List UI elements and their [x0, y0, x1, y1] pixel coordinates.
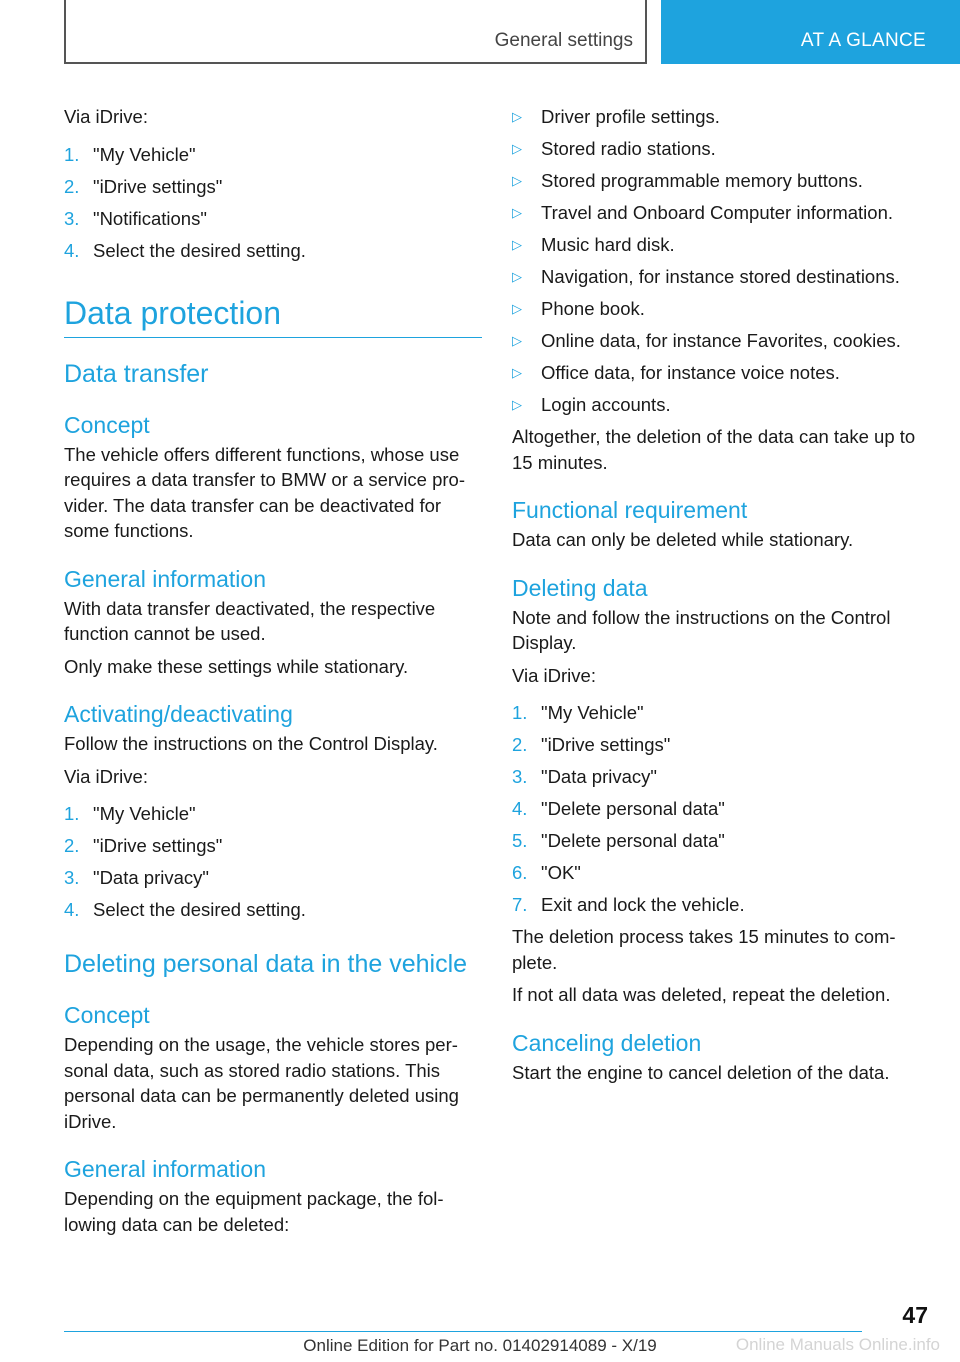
- list-item: ▷ Login accounts.: [512, 394, 671, 415]
- steps-list-notifications: [64, 142, 482, 263]
- left-column: [64, 104, 482, 1237]
- paragraph-deletion-duration: Altogether, the deletion of the data can take up to 15 minutes.: [512, 426, 916, 473]
- list-item: ▷ Navigation, for instance stored destinations.: [512, 266, 900, 287]
- header-section-title: General settings: [494, 30, 633, 51]
- paragraph-activating: Follow the instructions on the Control Display.: [64, 733, 438, 754]
- watermark: Online Manuals Online.info: [735, 1335, 940, 1354]
- paragraph-concept-personal-data: Depending on the usage, the vehicle stores per‐sonal data, such as stored radio stations. This personal data can be permanently deleted using iDrive.: [64, 1034, 459, 1132]
- list-item: 2. "iDrive settings": [512, 734, 671, 755]
- bullet-triangle-icon: ▷: [512, 365, 522, 380]
- steps-list-data-privacy: [64, 801, 482, 922]
- list-item: 6. "OK": [512, 862, 581, 883]
- paragraph-deletable-data: Depending on the equipment package, the fol‐lowing data can be deleted:: [64, 1188, 444, 1235]
- list-item: 2. "iDrive settings": [64, 835, 223, 856]
- list-item: 4. Select the desired setting.: [64, 899, 306, 920]
- bullet-triangle-icon: ▷: [512, 173, 522, 188]
- header-chapter-title: AT A GLANCE: [800, 30, 926, 51]
- heading-data-transfer: Data transfer: [64, 359, 209, 388]
- list-item: 4. "Delete personal data": [512, 798, 725, 819]
- paragraph-functional-requirement: Data can only be deleted while stationary.: [512, 529, 854, 550]
- list-item: 3. "Notifications": [64, 207, 207, 229]
- heading-activating-deactivating: Activating/deactivating: [64, 701, 293, 727]
- heading-deleting-data: Deleting data: [512, 574, 648, 601]
- via-idrive-label: Via iDrive:: [64, 106, 148, 127]
- page-number: 47: [902, 1302, 928, 1328]
- bullet-triangle-icon: ▷: [512, 237, 522, 252]
- list-item: 7. Exit and lock the vehicle.: [512, 894, 745, 915]
- list-item: 1. "My Vehicle": [64, 803, 196, 824]
- list-item: ▷ Stored radio stations.: [512, 138, 716, 159]
- paragraph-repeat-deletion: If not all data was deleted, repeat the deletion.: [512, 984, 891, 1005]
- footer-edition: Online Edition for Part no. 01402914089 - X/19: [303, 1336, 657, 1355]
- footer-divider: [64, 1331, 862, 1332]
- heading-general-information: General information: [64, 565, 266, 592]
- list-item: 5. "Delete personal data": [512, 830, 725, 851]
- via-idrive-label: Via iDrive:: [512, 664, 596, 686]
- deletable-data-list: [512, 104, 922, 417]
- list-item: ▷ Driver profile settings.: [512, 106, 720, 127]
- heading-general-information: General information: [64, 1156, 266, 1182]
- heading-data-protection: Data protection: [64, 293, 482, 338]
- list-item: 1. "My Vehicle": [64, 143, 196, 165]
- heading-deleting-personal-data: Deleting personal data in the vehicle: [64, 950, 468, 978]
- bullet-triangle-icon: ▷: [512, 269, 522, 284]
- list-item: 1. "My Vehicle": [512, 702, 644, 723]
- paragraph-deleting-data: Note and follow the instructions on the Control Display.: [512, 606, 891, 653]
- heading-concept: Concept: [64, 411, 150, 438]
- paragraph-canceling-deletion: Start the engine to cancel deletion of the data.: [512, 1061, 890, 1083]
- header-section-box: [64, 0, 647, 64]
- heading-concept: Concept: [64, 1002, 150, 1028]
- bullet-triangle-icon: ▷: [512, 109, 522, 124]
- bullet-triangle-icon: ▷: [512, 141, 522, 156]
- heading-functional-requirement: Functional requirement: [512, 497, 748, 523]
- bullet-triangle-icon: ▷: [512, 301, 522, 316]
- paragraph-deletion-process: The deletion process takes 15 minutes to com‐plete.: [512, 926, 896, 973]
- list-item: 4. Select the desired setting.: [64, 239, 306, 261]
- header-chapter-tab: [661, 0, 960, 64]
- via-idrive-label: Via iDrive:: [64, 765, 148, 787]
- list-item: ▷ Music hard disk.: [512, 234, 675, 255]
- list-item: ▷ Phone book.: [512, 298, 645, 319]
- paragraph-general-information: With data transfer deactivated, the respective function cannot be used.: [64, 597, 436, 644]
- list-item: ▷ Travel and Onboard Computer information.: [512, 202, 894, 223]
- bullet-triangle-icon: ▷: [512, 397, 522, 412]
- list-item: 3. "Data privacy": [512, 766, 657, 787]
- bullet-triangle-icon: ▷: [512, 205, 522, 220]
- bullet-triangle-icon: ▷: [512, 333, 522, 348]
- list-item: ▷ Online data, for instance Favorites, cookies.: [512, 330, 901, 351]
- list-item: ▷ Office data, for instance voice notes.: [512, 362, 840, 383]
- list-item: 3. "Data privacy": [64, 867, 209, 888]
- list-item: ▷ Stored programmable memory buttons.: [512, 170, 863, 191]
- paragraph-concept: The vehicle offers different functions, whose use requires a data transfer to BMW or a service pro‐vider. The data transfer can be deactivated for some functions.: [64, 443, 465, 541]
- right-column: [512, 104, 922, 1085]
- heading-canceling-deletion: Canceling deletion: [512, 1029, 702, 1056]
- steps-list-delete-data: [512, 700, 922, 917]
- paragraph-stationary-note: Only make these settings while stationary.: [64, 655, 409, 677]
- list-item: 2. "iDrive settings": [64, 175, 223, 197]
